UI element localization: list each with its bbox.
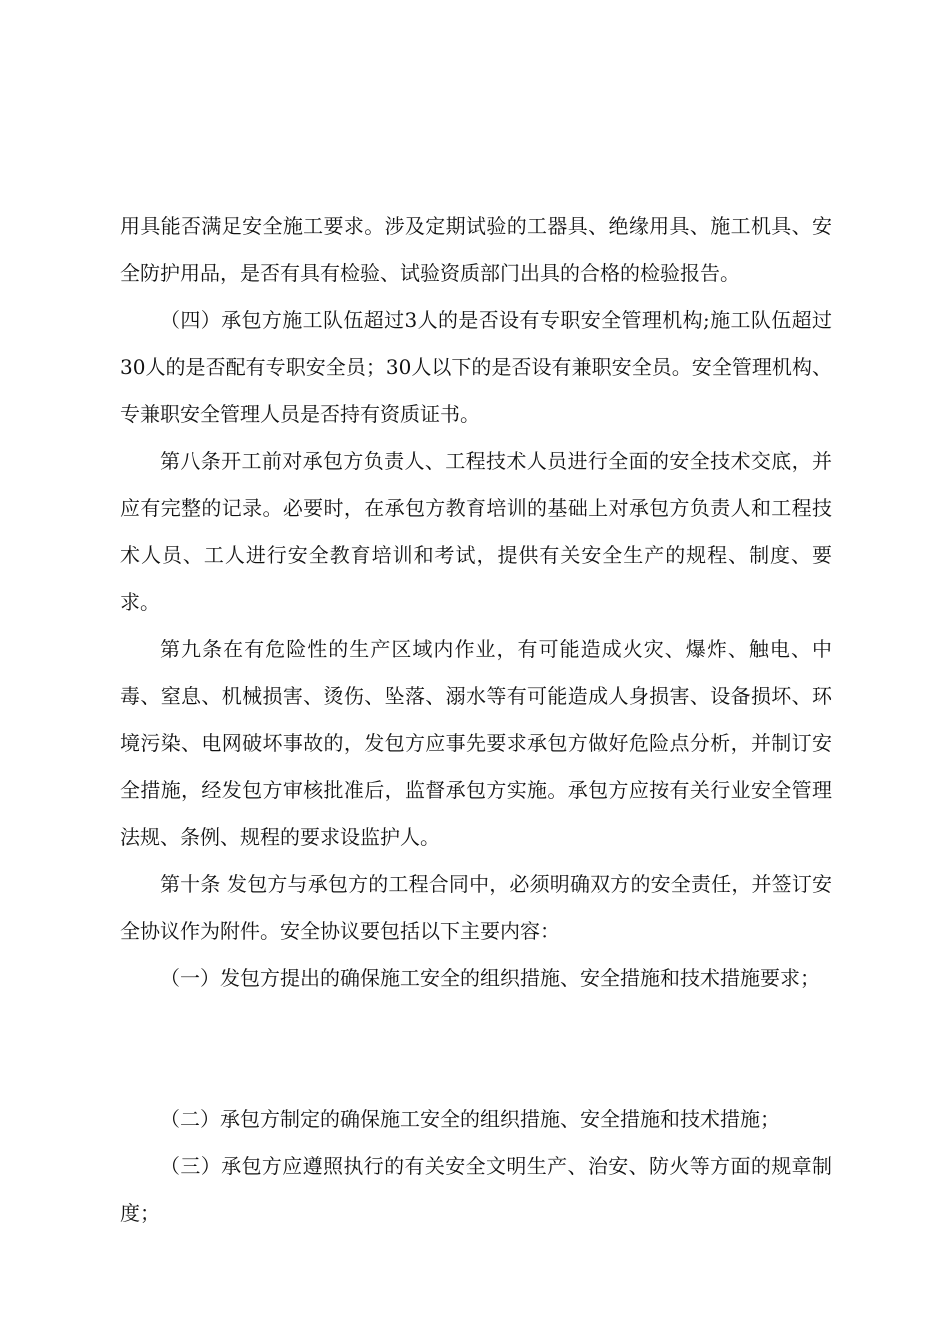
paragraph-continued-tools: 用具能否满足安全施工要求。涉及定期试验的工器具、绝缘用具、施工机具、安全防护用品，是否有具有检验、试验资质部门出具的合格的检验报告。 [120,214,832,285]
paragraph-article-eight: 第八条开工前对承包方负责人、工程技术人员进行全面的安全技术交底，并应有完整的记录。必要时，在承包方教育培训的基础上对承包方负责人和工程技术人员、工人进行安全教育培训和考试，提供有关安全生产的规程、制度、要求。 [120,449,832,614]
paragraph-item-three: （三）承包方应遵照执行的有关安全文明生产、治安、防火等方面的规章制度； [120,1154,832,1225]
blank-gap [120,1002,832,1096]
paragraph-article-nine: 第九条在有危险性的生产区域内作业，有可能造成火灾、爆炸、触电、中毒、窒息、机械损害、烫伤、坠落、溺水等有可能造成人身损害、设备损坏、环境污染、电网破坏事故的，发包方应事先要求承包方做好危险点分析，并制订安全措施，经发包方审核批准后，监督承包方实施。承包方应按有关行业安全管理法规、条例、规程的要求设监护人。 [120,637,832,849]
paragraph-item-two: （二）承包方制定的确保施工安全的组织措施、安全措施和技术措施； [160,1107,780,1131]
paragraph-article-ten: 第十条 发包方与承包方的工程合同中，必须明确双方的安全责任，并签订安全协议作为附件。安全协议要包括以下主要内容： [120,872,832,943]
paragraph-item-one: （一）发包方提出的确保施工安全的组织措施、安全措施和技术措施要求； [160,966,820,990]
document-body [120,203,832,1237]
paragraph-item-four: （四）承包方施工队伍超过3人的是否设有专职安全管理机构;施工队伍超过30人的是否配有专职安全员；30人以下的是否设有兼职安全员。安全管理机构、专兼职安全管理人员是否持有资质证书。 [120,308,832,426]
